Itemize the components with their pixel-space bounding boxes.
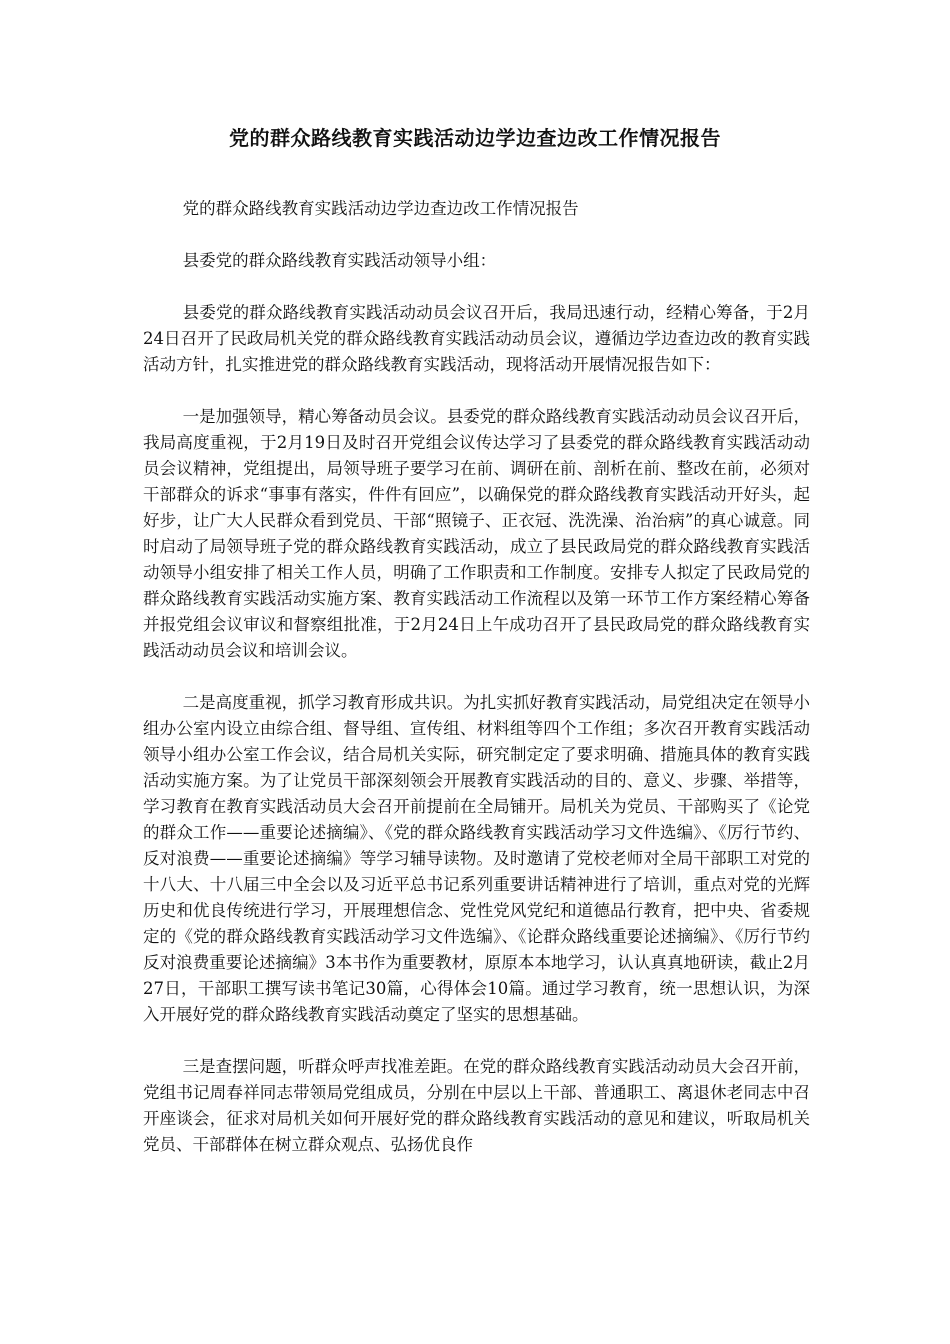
subtitle-paragraph: 党的群众路线教育实践活动边学边查边改工作情况报告: [182, 199, 579, 218]
document-body: [143, 196, 810, 1184]
document-title: 党的群众路线教育实践活动边学边查边改工作情况报告: [229, 126, 721, 150]
section-one-paragraph: 一是加强领导，精心筹备动员会议。县委党的群众路线教育实践活动动员会议召开后，我局高度重视，于2月19日及时召开党组会议传达学习了县委党的群众路线教育实践活动动员会议精神，党组提出，局领导班子要学习在前、调研在前、剖析在前、整改在前，必须对干部群众的诉求“事事有落实，件件有回应”，以确保党的群众路线教育实践活动开好头，起好步，让广大人民群众看到党员、干部“照镜子、正衣冠、洗洗澡、治治病”的真心诚意。同时启动了局领导班子党的群众路线教育实践活动，成立了县民政局党的群众路线教育实践活动领导小组安排了相关工作人员，明确了工作职责和工作制度。安排专人拟定了民政局党的群众路线教育实践活动实施方案、教育实践活动工作流程以及第一环节工作方案经精心筹备并报党组会议审议和督察组批准，于2月24日上午成功召开了县民政局党的群众路线教育实践活动动员会议和培训会议。: [143, 407, 810, 660]
section-three-paragraph: 三是查摆问题，听群众呼声找准差距。在党的群众路线教育实践活动动员大会召开前，党组书记周春祥同志带领局党组成员，分别在中层以上干部、普通职工、离退休老同志中召开座谈会，征求对局机关如何开展好党的群众路线教育实践活动的意见和建议，听取局机关党员、干部群体在树立群众观点、弘扬优良作: [143, 1057, 810, 1154]
salutation-paragraph: 县委党的群众路线教育实践活动领导小组：: [182, 251, 497, 270]
intro-paragraph: 县委党的群众路线教育实践活动动员会议召开后，我局迅速行动，经精心筹备，于2月24日召开了民政局机关党的群众路线教育实践活动动员会议，遵循边学边查边改的教育实践活动方针，扎实推进党的群众路线教育实践活动，现将活动开展情况报告如下：: [143, 303, 810, 374]
section-two-paragraph: 二是高度重视，抓学习教育形成共识。为扎实抓好教育实践活动，局党组决定在领导小组办公室内设立由综合组、督导组、宣传组、材料组等四个工作组；多次召开教育实践活动领导小组办公室工作会议，结合局机关实际，研究制定定了要求明确、措施具体的教育实践活动实施方案。为了让党员干部深刻领会开展教育实践活动的目的、意义、步骤、举措等，学习教育在教育实践活动员大会召开前提前在全局铺开。局机关为党员、干部购买了《论党的群众工作——重要论述摘编》、《党的群众路线教育实践活动学习文件选编》、《厉行节约、反对浪费——重要论述摘编》等学习辅导读物。及时邀请了党校老师对全局干部职工对党的十八大、十八届三中全会以及习近平总书记系列重要讲话精神进行了培训，重点对党的光辉历史和优良传统进行学习，开展理想信念、党性党风党纪和道德品行教育，把中央、省委规定的《党的群众路线教育实践活动学习文件选编》、《论群众路线重要论述摘编》、《厉行节约反对浪费重要论述摘编》3本书作为重要教材，原原本本地学习，认认真真地研读，截止2月27日，干部职工撰写读书笔记30篇，心得体会10篇。通过学习教育，统一思想认识，为深入开展好党的群众路线教育实践活动奠定了坚实的思想基础。: [143, 693, 810, 1024]
